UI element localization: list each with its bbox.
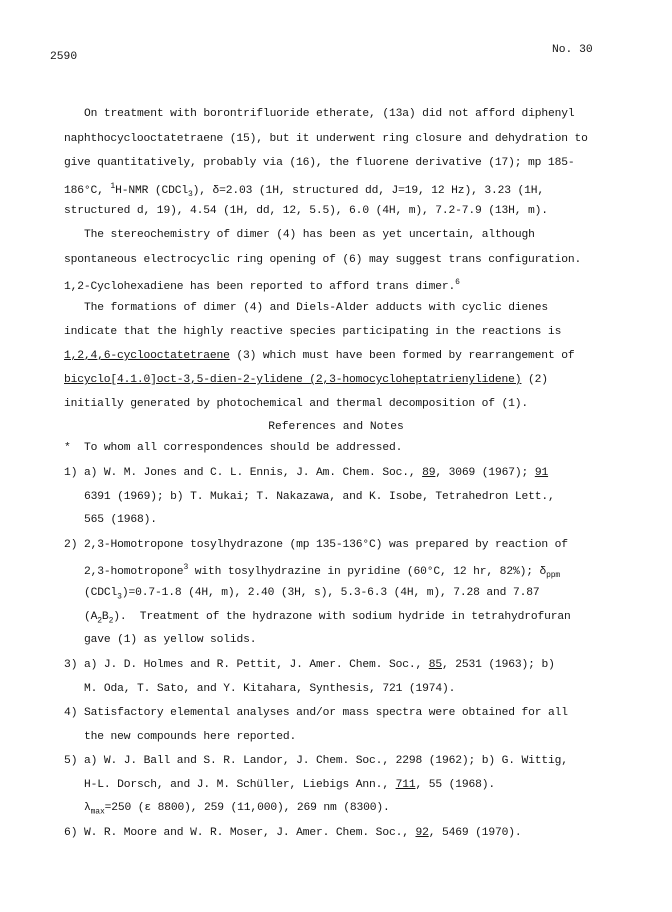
text-line: 186°C, $^1$H-NMR (CDCl$_3$), δ=2.03 (1H, structured dd, J=19, 12 Hz), 3.23 (1H, <box>64 182 544 200</box>
ref-number: 2) <box>64 539 78 551</box>
text-line: 2,3-Homotropone tosylhydrazone (mp 135-136°C) was prepared by reaction of <box>84 539 568 551</box>
text-line: To whom all correspondences should be addressed. <box>84 442 403 454</box>
compound-name: bicyclo[4.1.0]oct-3,5-dien-2-ylidene (2,3-homocycloheptatrienylidene) <box>64 374 522 386</box>
text-line: the new compounds here reported. <box>84 731 297 743</box>
ref-number: 1) <box>64 467 78 479</box>
text-line: On treatment with borontrifluoride etherate, (13a) did not afford diphenyl <box>84 108 575 120</box>
references-heading: References and Notes <box>268 421 404 433</box>
ref-number: 3) <box>64 659 78 671</box>
footnote-marker: * <box>64 442 71 454</box>
text-line: 1,2,4,6-cyclooctatetraene (3) which must have been formed by rearrangement of <box>64 350 575 362</box>
text-line: $\lambda_{max}=250$ (ε 8800), 259 (11,000), 269 nm (8300). <box>84 802 390 817</box>
ref-number: 5) <box>64 755 78 767</box>
text-line: 6391 (1969); b) T. Mukai; T. Nakazawa, and K. Isobe, Tetrahedron Lett., <box>84 491 555 503</box>
text-line: 565 (1968). <box>84 514 157 526</box>
text-line: The formations of dimer (4) and Diels-Alder adducts with cyclic dienes <box>84 302 549 314</box>
text-line: gave (1) as yellow solids. <box>84 634 257 646</box>
text-line: naphthocyclooctatetraene (15), but it underwent ring closure and dehydration to <box>64 133 588 145</box>
text-line: (CDCl$_3$)=0.7-1.8 (4H, m), 2.40 (3H, s), 5.3-6.3 (4H, m), 7.28 and 7.87 <box>84 587 540 602</box>
text-line: The stereochemistry of dimer (4) has been as yet uncertain, although <box>84 229 535 241</box>
ref-number: 4) <box>64 707 78 719</box>
text-line: bicyclo[4.1.0]oct-3,5-dien-2-ylidene (2,3-homocycloheptatrienylidene) (2) <box>64 374 548 386</box>
page-number: 2590 <box>50 51 78 63</box>
text-line: 2,3-homotropone$^3$ with tosylhydrazine in pyridine (60°C, 12 hr, 82%); $\delta_{ppm}$ <box>84 563 561 581</box>
compound-name: 1,2,4,6-cyclooctatetraene <box>64 350 230 362</box>
text-line: a) W. J. Ball and S. R. Landor, J. Chem. Soc., 2298 (1962); b) G. Wittig, <box>84 755 568 767</box>
issue-number: No. 30 <box>552 44 593 56</box>
text-line: initially generated by photochemical and thermal decomposition of (1). <box>64 398 529 410</box>
text-line: M. Oda, T. Sato, and Y. Kitahara, Synthesis, 721 (1974). <box>84 683 456 695</box>
text-line: Satisfactory elemental analyses and/or mass spectra were obtained for all <box>84 707 568 719</box>
text-line: indicate that the highly reactive species participating in the reactions is <box>64 326 562 338</box>
text-line: a) W. M. Jones and C. L. Ennis, J. Am. Chem. Soc., 89, 3069 (1967); 91 <box>84 467 549 479</box>
text-line: give quantitatively, probably via (16), the fluorene derivative (17); mp 185- <box>64 157 575 169</box>
text-line: H-L. Dorsch, and J. M. Schüller, Liebigs Ann., 711, 55 (1968). <box>84 779 496 791</box>
text-line: structured d, 19), 4.54 (1H, dd, 12, 5.5), 6.0 (4H, m), 7.2-7.9 (13H, m). <box>64 205 548 217</box>
text-line: a) J. D. Holmes and R. Pettit, J. Amer. Chem. Soc., 85, 2531 (1963); b) <box>84 659 555 671</box>
text-line: $(A_2B_2)$. Treatment of the hydrazone with sodium hydride in tetrahydrofuran <box>84 611 571 626</box>
text-line: W. R. Moore and W. R. Moser, J. Amer. Chem. Soc., 92, 5469 (1970). <box>84 827 522 839</box>
text-line: 1,2-Cyclohexadiene has been reported to afford trans dimer.$^6$ <box>64 278 460 293</box>
text-line: spontaneous electrocyclic ring opening of (6) may suggest trans configuration. <box>64 254 582 266</box>
ref-number: 6) <box>64 827 78 839</box>
